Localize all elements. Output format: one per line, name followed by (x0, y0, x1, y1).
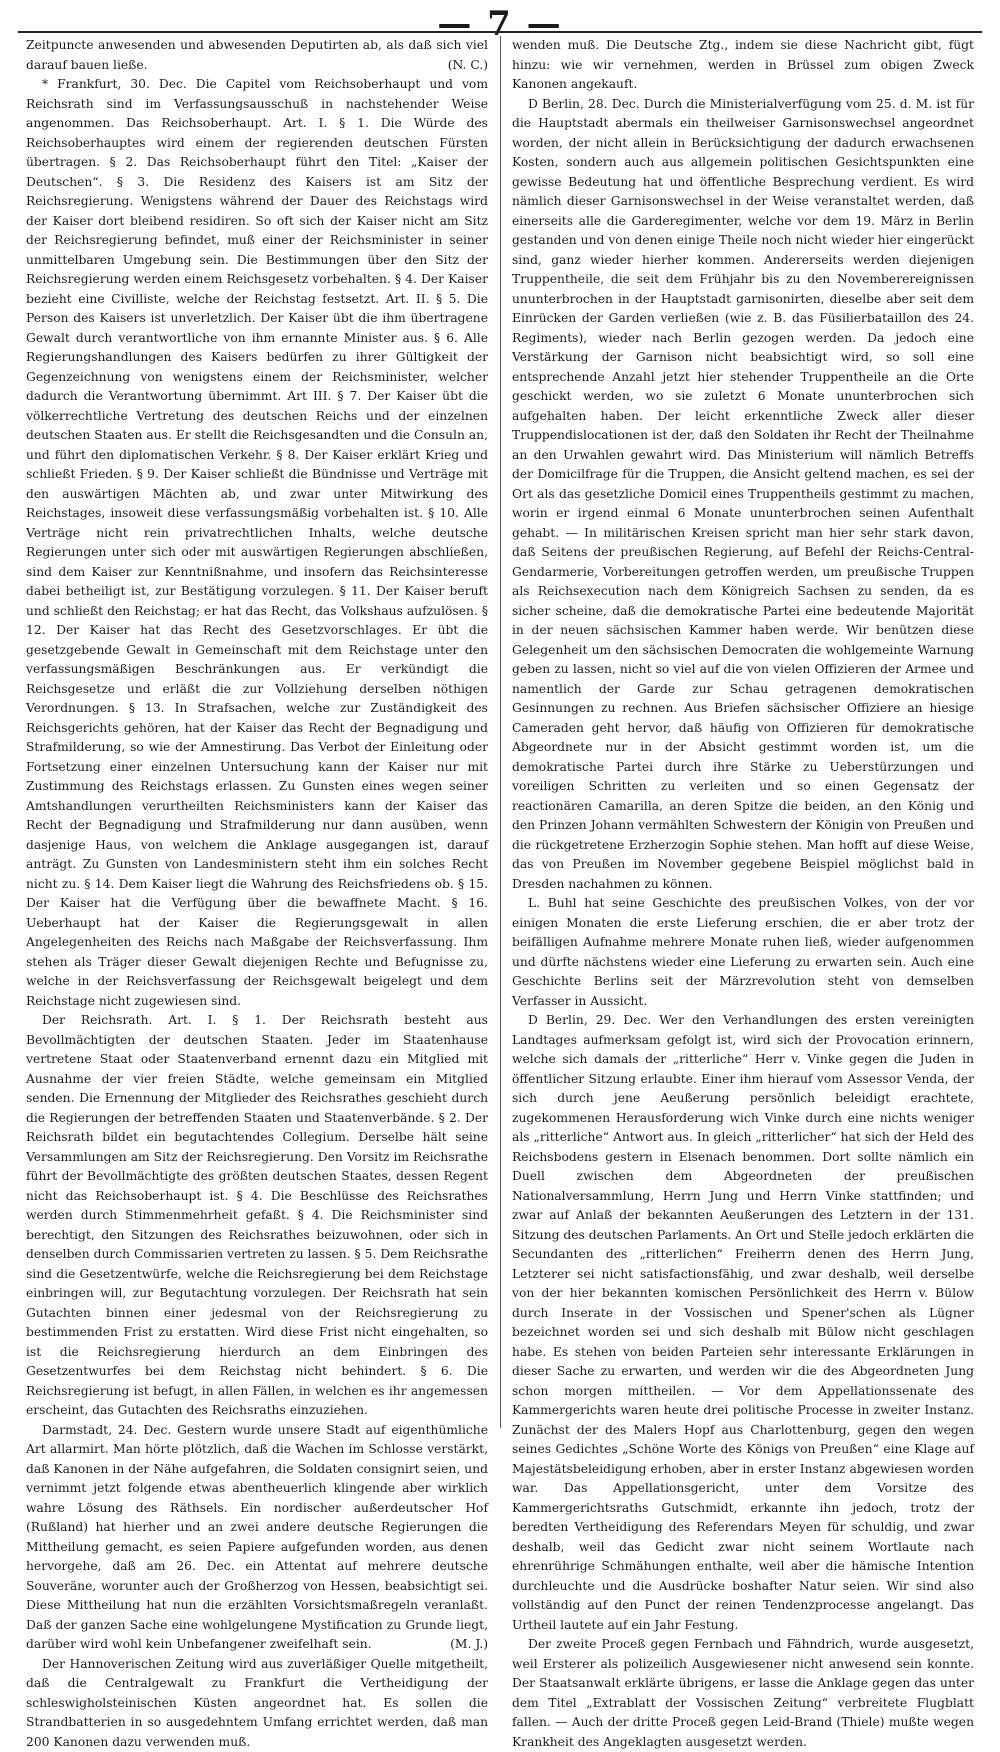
source-signature: (N. C.) (448, 56, 488, 76)
article-paragraph: Der Hannoverischen Zeitung wird aus zuverläßiger Quelle mitgetheilt, daß die Centralgewalt zu Frankfurt die Vertheidigung der schleswigholsteinischen Küsten angeordnet hat. Es sollen die Strandbatterien in so ausgedehntem Umfang errichtet werden, daß man 200 Kanonen dazu verwenden muß. (26, 1655, 488, 1752)
article-paragraph: Der Reichsrath. Art. I. § 1. Der Reichsrath besteht aus Bevollmächtigten der deutschen Staaten. Jeder im Staatenhause vertretene Staat oder Staatenverband ernennt dazu ein Mitglied mit Ausnahme der vier freien Städte, welche gemeinsam ein Mitglied senden. Die Ernennung der Mitglieder des Reichsrathes geschieht durch die Regierungen der betreffenden Staaten und Staatenverbände. § 2. Der Reichsrath bildet ein begutachtendes Collegium. Derselbe hält seine Versammlungen am Sitz der Reichsregierung. Den Vorsitz im Reichsrathe führt der Bevollmächtigte des größten deutschen Staates, dessen Regent nicht das Reichsoberhaupt ist. § 4. Die Beschlüsse des Reichsrathes werden durch Stimmenmehrheit gefaßt. § 4. Die Reichsminister sind berechtigt, den Sitzungen des Reichsrathes beizuwohnen, oder sich in denselben durch Commissarien vertreten zu lassen. § 5. Dem Reichsrathe sind die Gesetzentwürfe, welche die Reichsregierung bei dem Reichstage einbringen will, zur Begutachtung vorzulegen. Der Reichsrath hat sein Gutachten binnen einer jedesmal von der Reichsregierung zu bestimmenden Frist zu erstatten. Wird diese Frist nicht eingehalten, so ist die Reichsregierung hierdurch an dem Einbringen des Gesetzentwurfes bei dem Reichstag nicht behindert. § 6. Die Reichsregierung ist befugt, in allen Fällen, in welchen es ihr angemessen erscheint, das Gutachten des Reichsraths einzuziehen. (26, 1011, 488, 1421)
article-paragraph: L. Buhl hat seine Geschichte des preußischen Volkes, von der vor einigen Monaten die erste Lieferung erschien, die er aber trotz der beifälligen Aufnahme mehrere Monate ruhen ließ, wieder aufgenommen und dürfte nächstens wieder eine Lieferung zu erwarten sein. Auch eine Geschichte Berlins seit der Märzrevolution steht von demselben Verfasser in Aussicht. (512, 894, 974, 1011)
article-paragraph: D Berlin, 28. Dec. Durch die Ministerialverfügung vom 25. d. M. ist für die Hauptstadt abermals ein theilweiser Garnisonswechsel angeordnet worden, der nicht allein in Berücksichtigung der dadurch erwachsenen Kosten, sondern auch aus allgemein politischen Gesichtspunkten eine gewisse Bedeutung hat und öffentliche Besprechung verdient. Es wird nämlich dieser Garnisonswechsel in der Weise veranstaltet werden, daß einerseits alle die Garderegimenter, welche vor dem 19. März in Berlin gestanden und von denen einige Theile noch nicht wieder hier eingerückt sind, ganz wieder hierher kommen. Andererseits werden diejenigen Truppentheile, die seit dem Frühjahr bis zu den Novemberereignissen ununterbrochen in der Hauptstadt garnisonirten, dieselbe aber seit dem Einrücken der Garden verließen (wie z. B. das Füsilierbataillon des 24. Regiments), wieder nach Berlin gezogen werden. Da jedoch eine Verstärkung der Garnison nicht beabsichtigt wird, so soll eine entsprechende Anzahl jetzt hier stehender Truppentheile an die Orte geschickt werden, wo sie zuletzt 6 Monate ununterbrochen sich aufgehalten haben. Der leicht erkenntliche Zweck aller dieser Truppendislocationen ist der, daß den Soldaten ihr Recht der Theilnahme an den Urwahlen gewahrt wird. Das Ministerium will nämlich Betreffs der Domicilfrage für die Truppen, die Ansicht geltend machen, es sei der Ort als das gesetzliche Domicil eines Truppentheils gestimmt zu machen, worin er irgend einmal 6 Monate ununterbrochen seinen Aufenthalt gehabt. — In militärischen Kreisen spricht man hier sehr stark davon, daß Seitens der preußischen Regierung, auf Befehl der Reichs-Central-Gendarmerie, Vorbereitungen getroffen werden, um preußische Truppen als Reichsexecution nach dem Königreich Sachsen zu senden, da es sicher scheine, daß die demokratische Partei eine bedeutende Majorität in der neuen sächsischen Kammer haben werde. Wir benützen diese Gelegenheit um den sächsischen Democraten die wohlgemeinte Warnung geben zu lassen, nicht so viel auf die von vielen Offizieren der Armee und namentlich der Garde zur Schau getragenen demokratischen Gesinnungen zu rechnen. Aus Briefen sächsischer Offiziere an hiesige Cameraden geht hervor, daß häufig von Offizieren für demokratische Abgeordnete nur in der Absicht gestimmt worden ist, um die demokratische Partei durch ihre Stärke zu Ueberstürzungen und voreiligen Schritten zu verleiten und so einen Gegensatz der reactionären Camarilla, an deren Spitze die beiden, an den König und den Prinzen Johann vermählten Schwestern der Königin von Preußen und die rückgetretene Erzherzogin Sophie stehen. Man hofft auf diese Weise, das von Preußen im November gegebene Beispiel möglichst bald in Dresden nachahmen zu können. (512, 95, 974, 895)
column-divider (500, 36, 501, 1428)
article-paragraph: wenden muß. Die Deutsche Ztg., indem sie diese Nachricht gibt, fügt hinzu: wie wir vernehmen, werden in Brüssel zum obigen Zweck Kanonen angekauft. (512, 36, 974, 95)
source-signature: (M. J.) (434, 1635, 488, 1655)
right-column (512, 36, 974, 1430)
article-paragraph: Der zweite Proceß gegen Fernbach und Fähndrich, wurde ausgesetzt, weil Ersterer als polizeilich Ausgewiesener nicht anwesend sein konnte. Der Staatsanwalt erklärte übrigens, er lasse die Anklage gegen das unter dem Titel „Extrablatt der Vossischen Zeitung“ verbreitete Flugblatt fallen. — Auch der dritte Proceß gegen Leid-Brand (Thiele) mußte wegen Krankheit des Angeklagten ausgesetzt werden. (512, 1635, 974, 1752)
header-rule (18, 31, 982, 33)
article-paragraph: * Frankfurt, 30. Dec. Die Capitel vom Reichsoberhaupt und vom Reichsrath sind im Verfassungsausschuß in nachstehender Weise angenommen. Das Reichsoberhaupt. Art. I. § 1. Die Würde des Reichsoberhauptes wird einem der regierenden deutschen Fürsten übertragen. § 2. Das Reichsoberhaupt führt den Titel: „Kaiser der Deutschen“. § 3. Die Residenz des Kaisers ist am Sitz der Reichsregierung. Wenigstens während der Dauer des Reichstags wird der Kaiser dort bleibend residiren. So oft sich der Kaiser nicht am Sitz der Reichsregierung befindet, muß einer der Reichsminister in seiner unmittelbaren Umgebung sein. Die Bestimmungen über den Sitz der Reichsregierung werden einem Reichsgesetz vorbehalten. § 4. Der Kaiser bezieht eine Civilliste, welche der Reichstag festsetzt. Art. II. § 5. Die Person des Kaisers ist unverletzlich. Der Kaiser übt die ihm übertragene Gewalt durch verantwortliche von ihm ernannte Minister aus. § 6. Alle Regierungshandlungen des Kaisers bedürfen zu ihrer Gültigkeit der Gegenzeichnung von wenigstens einem der Reichsminister, welcher dadurch die Verantwortung übernimmt. Art III. § 7. Der Kaiser übt die völkerrechtliche Vertretung des deutschen Reichs und der einzelnen deutschen Staaten aus. Er stellt die Reichsgesandten und die Consuln an, und führt den diplomatischen Verkehr. § 8. Der Kaiser erklärt Krieg und schließt Frieden. § 9. Der Kaiser schließt die Bündnisse und Verträge mit den auswärtigen Mächten ab, und zwar unter Mitwirkung des Reichstages, insoweit diese verfassungsmäßig vorbehalten ist. § 10. Alle Verträge nicht rein privatrechtlichen Inhalts, welche deutsche Regierungen unter sich oder mit auswärtigen Regierungen abschließen, sind dem Kaiser zur Kenntnißnahme, und insofern das Reichsinteresse dabei betheiligt ist, zur Bestätigung vorzulegen. § 11. Der Kaiser beruft und schließt den Reichstag; er hat das Recht, das Volkshaus aufzulösen. § 12. Der Kaiser hat das Recht des Gesetzvorschlages. Er übt die gesetzgebende Gewalt in Gemeinschaft mit dem Reichstage unter den verfassungsmäßigen Beschränkungen aus. Er verkündigt die Reichsgesetze und erläßt die zur Vollziehung derselben nöthigen Verordnungen. § 13. In Strafsachen, welche zur Zuständigkeit des Reichsgerichts gehören, hat der Kaiser das Recht der Begnadigung und Strafmilderung, so wie der Amnestirung. Das Verbot der Einleitung oder Fortsetzung einer einzelnen Untersuchung kann der Kaiser nur mit Zustimmung des Reichstags erlassen. Zu Gunsten eines wegen seiner Amtshandlungen verurtheilten Reichsministers kann der Kaiser das Recht der Begnadigung und Strafmilderung nur dann ausüben, wenn dasjenige Haus, von welchem die Anklage ausgegangen ist, darauf anträgt. Zu Gunsten von Landesministern steht ihm ein solches Recht nicht zu. § 14. Dem Kaiser liegt die Wahrung des Reichsfriedens ob. § 15. Der Kaiser hat die Verfügung über die bewaffnete Macht. § 16. Ueberhaupt hat der Kaiser die Regierungsgewalt in allen Angelegenheiten des Reichs nach Maßgabe der Reichsverfassung. Ihm stehen als Träger dieser Gewalt diejenigen Rechte und Befugnisse zu, welche in der Reichsverfassung der Reichsgewalt beigelegt und dem Reichstage nicht zugewiesen sind. (26, 75, 488, 1011)
article-paragraph: Zeitpuncte anwesenden und abwesenden Deputirten ab, als daß sich viel darauf bauen ließe. (N. C.) (26, 36, 488, 75)
article-paragraph: D Berlin, 29. Dec. Wer den Verhandlungen des ersten vereinigten Landtages aufmerksam gefolgt ist, wird sich der Provocation erinnern, welche sich damals der „ritterliche“ Herr v. Vinke gegen die Juden in öffentlicher Sitzung erlaubte. Einer ihm hierauf vom Assessor Venda, der sich durch jene Aeußerung persönlich beleidigt erachtete, zugekommenen Herausforderung wich Vinke durch eine nichts weniger als „ritterliche“ Antwort aus. In gleich „ritterlicher“ hat sich der Held des Reichsbodens gestern in Elsenach benommen. Dort sollte nämlich ein Duell zwischen dem Abgeordneten der preußischen Nationalversammlung, Herrn Jung und Herrn Vinke stattfinden; und zwar auf Anlaß der bekannten Aeußerungen des Letztern in der 131. Sitzung des deutschen Parlaments. An Ort und Stelle jedoch erklärten die Secundanten des „ritterlichen“ Freiherrn denen des Herrn Jung, Letzterer sei nicht satisfactionsfähig, und zwar deshalb, weil derselbe von der hier bekannten komischen Persönlichkeit des Herrn v. Bülow durch Inserate in der Vossischen und Spener'schen als Lügner bezeichnet worden sei und sich deshalb mit Bülow nicht geschlagen habe. Es stehen von beiden Parteien sehr interessante Erklärungen in dieser Sache zu erwarten, und werden wir die des Abgeordneten Jung schon morgen mittheilen. — Vor dem Appellationssenate des Kammergerichts waren heute drei politische Processe in zweiter Instanz. Zunächst der des Malers Hopf aus Charlottenburg, gegen den wegen seines Gedichtes „Schöne Worte des Königs von Preußen“ eine Klage auf Majestätsbeleidigung erhoben, aber in erster Instanz abgewiesen worden war. Das Appellationsgericht, unter dem Vorsitze des Kammergerichtsraths Gutschmidt, erkannte ihn jedoch, trotz der beredten Vertheidigung des Referendars Meyen für schuldig, und zwar deshalb, weil das Gedicht zwar nicht seinem Wortlaute nach ehrenrührige Schmähungen enthalte, weil aber die hämische Intention durchleuchte und die Ausdrücke boshafter Natur seien. Wir sind also vollständig auf den Punct der reinen Tendenzprocesse angelangt. Das Urtheil lautete auf ein Jahr Festung. (512, 1011, 974, 1635)
left-column (26, 36, 488, 1430)
article-paragraph: Darmstadt, 24. Dec. Gestern wurde unsere Stadt auf eigenthümliche Art allarmirt. Man hörte plötzlich, daß die Wachen im Schlosse verstärkt, daß Kanonen in der Nähe aufgefahren, die Soldaten consignirt seien, und vernimmt jetzt folgende etwas abentheuerlich klingende aber wirklich wahre Lösung des Räthsels. Ein nordischer außerdeutscher Hof (Rußland) hat hierher und an zwei andere deutsche Regierungen die Mittheilung gemacht, es seien Papiere aufgefunden worden, aus denen hervorgehe, daß am 26. Dec. ein Attentat auf mehrere deutsche Souveräne, worunter auch der Großherzog von Hessen, beabsichtigt sei. Diese Mittheilung hat nun die erzählten Vorsichtsmaßregeln veranlaßt. Daß der ganzen Sache eine wohlgelungene Mystification zu Grunde liegt, darüber wird wohl kein Unbefangener zweifelhaft sein. (M. J.) (26, 1421, 488, 1655)
page-number: — 7 — (0, 4, 1000, 44)
